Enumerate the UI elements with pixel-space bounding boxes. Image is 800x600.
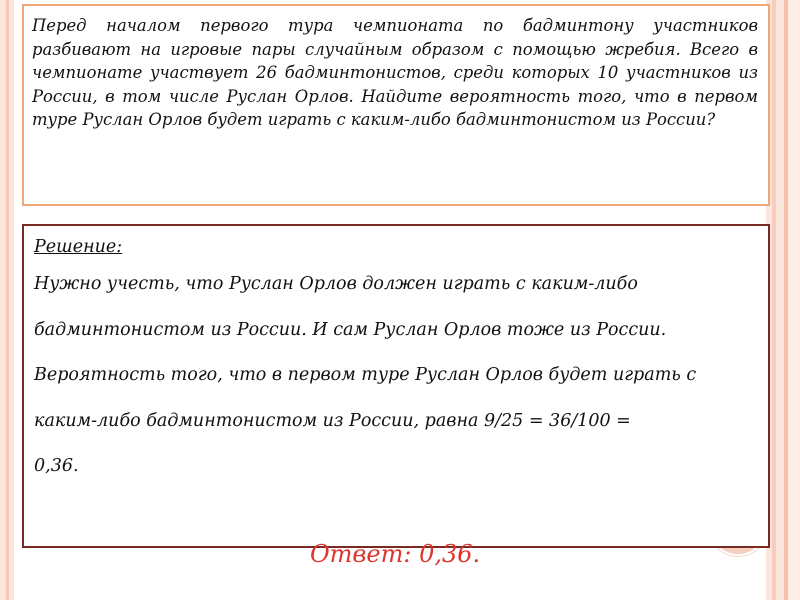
solution-line: каким-либо бадминтонистом из России, равна 9/25 = 36/100 = [34,410,631,431]
left-decor-stripe [9,0,14,600]
right-decor-stripe [776,0,784,600]
solution-line: бадминтонистом из России. И сам Руслан Орлов тоже из России. [34,319,667,340]
solution-line: 0,36. [34,456,79,476]
problem-box [22,4,770,206]
solution-box [22,224,770,548]
problem-text: Перед началом первого тура чемпионата по бадминтону участников разбивают на игровые пары случайным образом с помощью жребия. Всего в чемпионате участвует 26 бадминтонистов, среди которых 10 участников из России, в том числе Руслан Орлов. Найдите вероятность того, что в первом туре Руслан Орлов будет играть с каким-либо бадминтонистом из России? [32,16,758,129]
right-decor-stripe [788,0,800,600]
solution-title: Решение: [34,237,123,257]
solution-line: Нужно учесть, что Руслан Орлов должен играть с каким-либо [34,274,638,294]
solution-line: Вероятность того, что в первом туре Руслан Орлов будет играть с [34,365,697,385]
answer-text: Ответ: 0,36. [310,540,481,568]
